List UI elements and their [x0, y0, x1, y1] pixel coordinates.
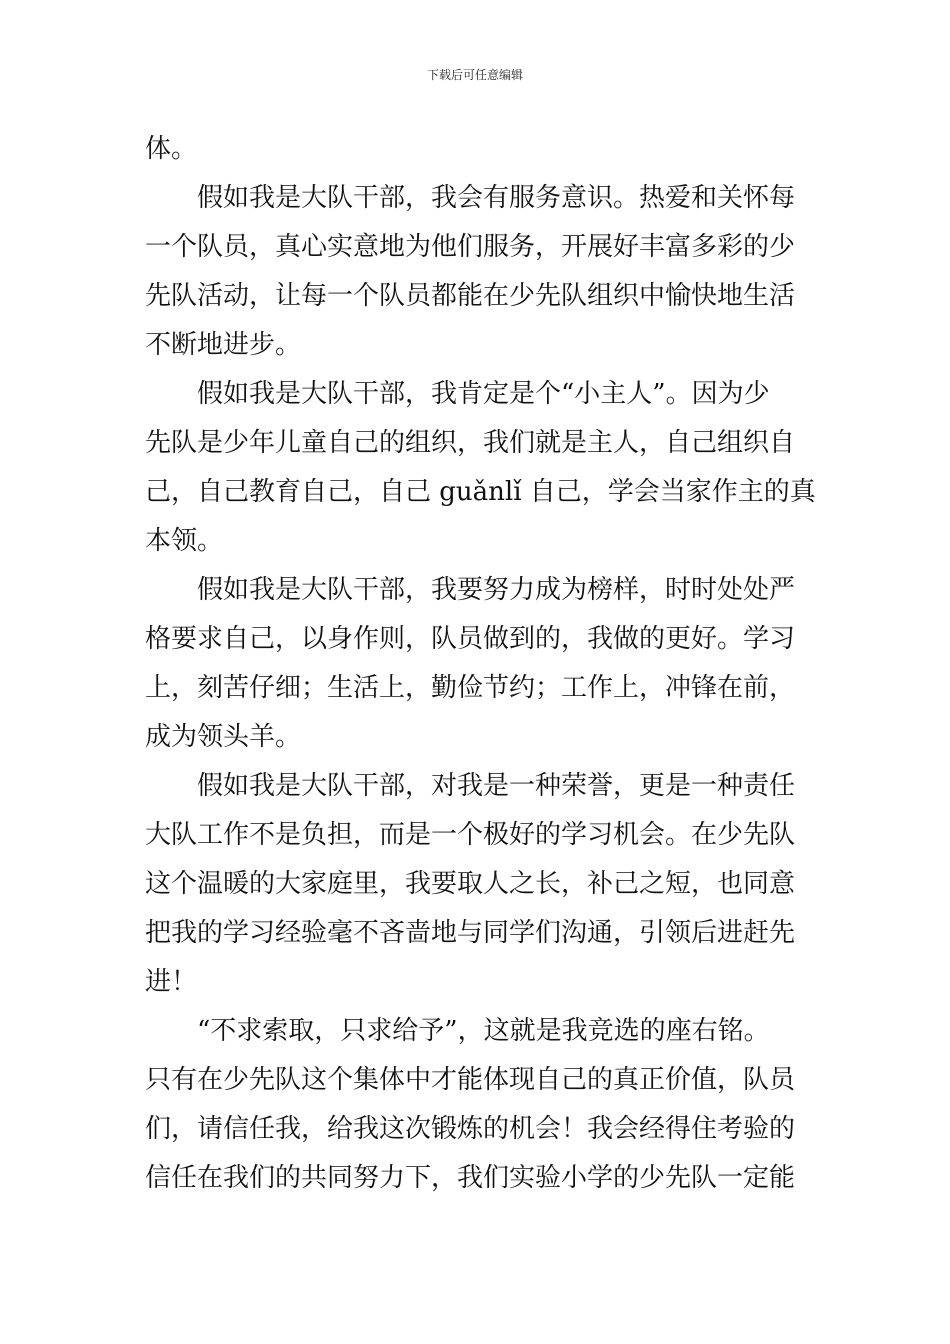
- body-text: [145, 125, 816, 1203]
- text-line: 体。: [145, 134, 198, 164]
- paragraph-first-line: “不求索取，只求给予”，这就是我竞选的座右铭。: [197, 1016, 770, 1046]
- text-line: 格要求自己，以身作则，队员做到的，我做的更好。学习: [145, 624, 796, 654]
- text-line: 成为领头羊。: [145, 722, 302, 752]
- text-line: 只有在少先队这个集体中才能体现自己的真正价值，队员: [145, 1065, 796, 1095]
- text-line: 这个温暖的大家庭里，我要取人之长，补己之短，也同意: [145, 869, 796, 899]
- paragraph-first-line: 假如我是大队干部，我会有服务意识。热爱和关怀每: [197, 183, 796, 213]
- text-line: 进！: [145, 967, 198, 997]
- text-line: 一个队员，真心实意地为他们服务，开展好丰富多彩的少: [145, 232, 796, 262]
- text-line: 本领。: [145, 526, 224, 556]
- text-line: 们，请信任我，给我这次锻炼的机会！我会经得住考验的: [145, 1114, 796, 1144]
- text-line: 信任在我们的共同努力下，我们实验小学的少先队一定能: [145, 1163, 796, 1193]
- page-header: 下载后可任意编辑: [426, 68, 523, 82]
- text-line: 己，自己教育自己，自己 guǎnlǐ 自己，学会当家作主的真: [145, 477, 816, 507]
- text-line: 先队活动，让每一个队员都能在少先队组织中愉快地生活: [145, 281, 796, 311]
- paragraph-first-line: 假如我是大队干部，对我是一种荣誉，更是一种责任: [197, 771, 796, 801]
- paragraph-first-line: 假如我是大队干部，我肯定是个“小主人”。因为少: [197, 379, 770, 409]
- text-line: 不断地进步。: [145, 330, 302, 360]
- paragraph-first-line: 假如我是大队干部，我要努力成为榜样，时时处处严: [197, 575, 796, 605]
- text-line: 上，刻苦仔细；生活上，勤俭节约；工作上，冲锋在前，: [145, 673, 796, 703]
- text-line: 大队工作不是负担，而是一个极好的学习机会。在少先队: [145, 820, 796, 850]
- text-line: 先队是少年儿童自己的组织，我们就是主人，自己组织自: [145, 428, 796, 458]
- text-line: 把我的学习经验毫不吝啬地与同学们沟通，引领后进赶先: [145, 918, 796, 948]
